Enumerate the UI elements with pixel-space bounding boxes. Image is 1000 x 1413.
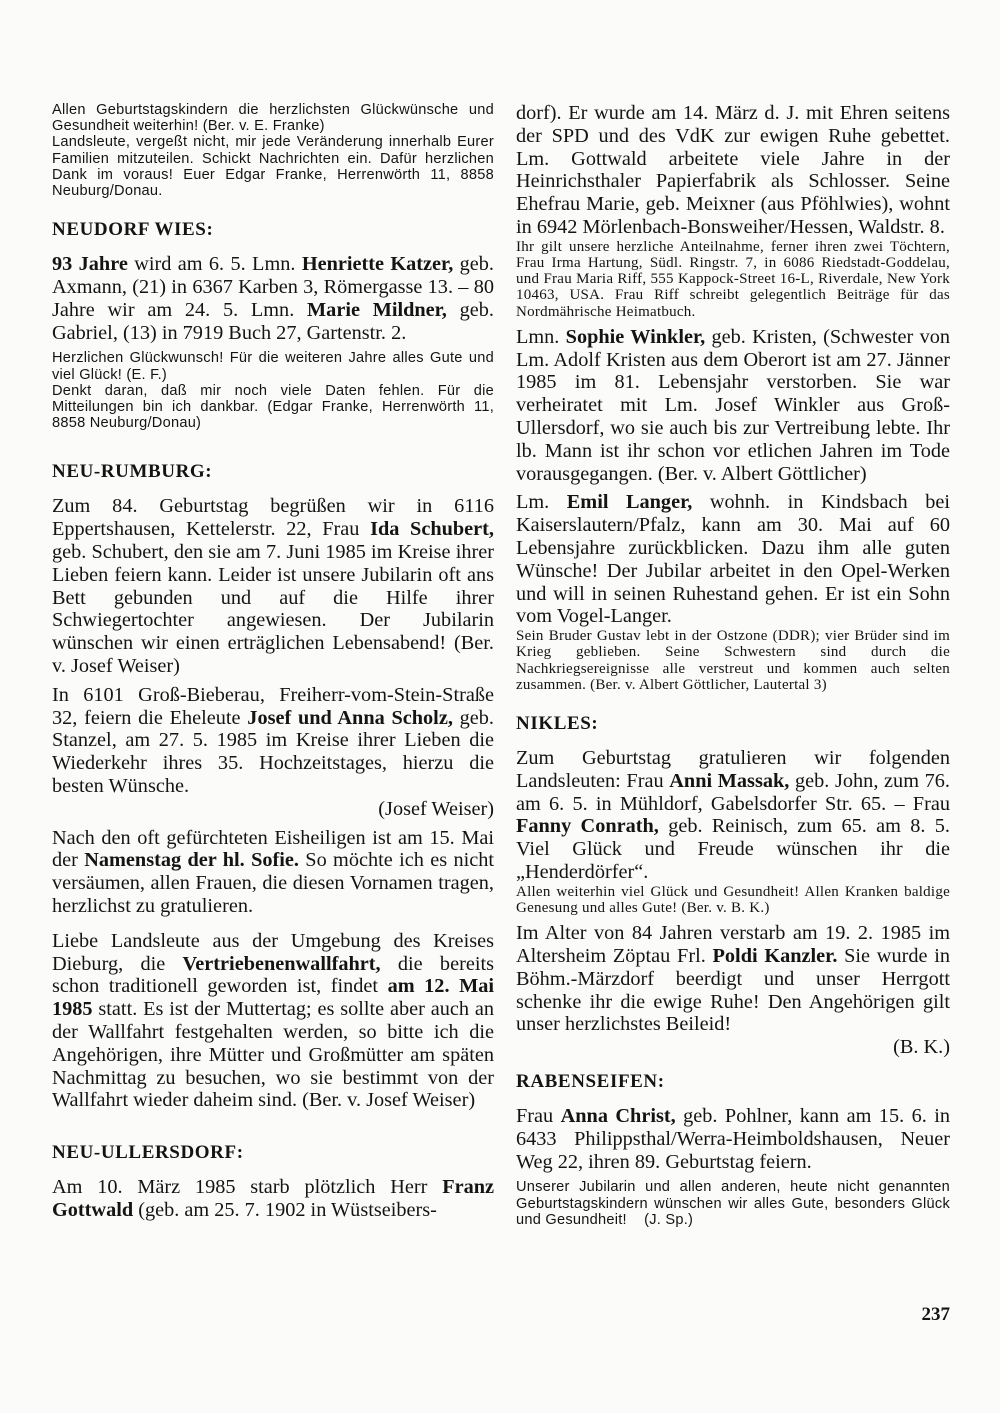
section-heading-nikles: NIKLES:: [516, 712, 599, 734]
neurumburg-scholz: In 6101 Groß-Bieberau, Freiherr-vom-Stein-Straße 32, feiern die Eheleute Josef und Anna Scholz, geb. Stanzel, am 27. 5. 1985 im Kreise ihrer Lieben die Wiederkehr ihres 35. Hochzeitstages, hierzu die besten Wünsche. (Josef Weiser): [52, 683, 494, 820]
right-column: [516, 102, 950, 1228]
langer-birthday: Lm. Emil Langer, wohnh. in Kindsbach bei Kaiserslautern/Pfalz, kann am 30. Mai auf 60 Lebensjahre zurückblicken. Dazu ihm alle guten Wünsche! Der Jubilar arbeitet in den Opel-Werken und will in seinen Ruhestand gehen. Er ist ein Sohn vom Vogel-Langer.: [516, 491, 950, 628]
langer-family-note: Sein Bruder Gustav lebt in der Ostzone (DDR); vier Brüder sind im Krieg geblieben. Seine Schwestern sind durch die Nachkriegsereignisse alle verstreut und kommen auch selten zusammen. (Ber. v. Albert Göttlicher, Lautertal 3): [516, 628, 950, 693]
gottwald-condolence: Ihr gilt unsere herzliche Anteilnahme, ferner ihren zwei Töchtern, Frau Irma Hartung, Südl. Ringstr. 7, in 6086 Riedstadt-Goddelau, und Frau Maria Riff, 555 Kappock-Street 16-L, Riverdale, New York 10463, USA. Frau Riff schreibt gelegentlich Beiträge für das Nordmährische Heimatbuch.: [516, 238, 950, 320]
neurumburg-namenstag: Nach den oft gefürchteten Eisheiligen ist am 15. Mai der Namenstag der hl. Sofie. So möchte ich es nicht versäumen, allen Frauen, die diesen Vornamen tragen, herzlichst zu gratulieren.: [52, 826, 494, 917]
neudorf-data-request: Denkt daran, daß mir noch viele Daten fehlen. Für die Mitteilungen bin ich dankbar. (Edgar Franke, Herrenwörth 11, 8858 Neuburg/Donau): [52, 382, 494, 432]
winkler-obituary: Lmn. Sophie Winkler, geb. Kristen, (Schwester von Lm. Adolf Kristen aus dem Oberort ist am 27. Jänner 1985 im 81. Lebensjahr verstorben. Sie war verheiratet mit Lm. Josef Winkler aus Groß-Ullersdorf, wo sie auch bis zur Vertreibung lebte. Ihr lb. Mann ist ihr schon vor etlichen Jahren im Tode vorausgegangen. (Ber. v. Albert Göttlicher): [516, 325, 950, 485]
nikles-signature: (B. K.): [893, 1036, 950, 1059]
nikles-birthdays: Zum Geburtstag gratulieren wir folgenden Landsleuten: Frau Anni Massak, geb. John, zum 76. am 6. 5. in Mühldorf, Gabelsdorfer Str. 65. – Frau Fanny Conrath, geb. Reinisch, zum 65. am 8. 5. Viel Glück und Freude wünschen ihr die „Henderdörfer“.: [516, 746, 950, 883]
rabenseifen-signature: (J. Sp.): [644, 1211, 694, 1228]
section-heading-neu-ullersdorf: NEU-ULLERSDORF:: [52, 1142, 244, 1164]
rabenseifen-wishes: Unserer Jubilarin und allen anderen, heute nicht genannten Geburtstagskindern wünschen wir alles Gute, besonders Glück und Gesundheit! (J. Sp.): [516, 1179, 950, 1228]
left-column: [52, 102, 494, 1222]
neudorf-birthdays: 93 Jahre wird am 6. 5. Lmn. Henriette Katzer, geb. Axmann, (21) in 6367 Karben 3, Römergasse 13. – 80 Jahre wir am 24. 5. Lmn. Marie Mildner, geb. Gabriel, (13) in 7919 Buch 27, Gartenstr. 2.: [52, 253, 494, 344]
section-heading-neu-rumburg: NEU-RUMBURG:: [52, 461, 213, 483]
neuullersdorf-gottwald: Am 10. März 1985 starb plötzlich Herr Franz Gottwald (geb. am 25. 7. 1902 in Wüstseibers-: [52, 1176, 494, 1221]
intro-greeting: Allen Geburtstagskindern die herzlichsten Glückwünsche und Gesundheit weiterhin! (Ber. v. E. Franke): [52, 102, 494, 135]
nikles-wishes: Allen weiterhin viel Glück und Gesundheit! Allen Kranken baldige Genesung und alles Gute! (Ber. v. B. K.): [516, 883, 950, 916]
section-heading-neudorf-wies: NEUDORF WIES:: [52, 219, 214, 241]
neurumburg-wallfahrt: Liebe Landsleute aus der Umgebung des Kreises Dieburg, die Vertriebenenwallfahrt, die bereits schon traditionell geworden ist, findet am 12. Mai 1985 statt. Es ist der Muttertag; es sollte aber auch an der Wallfahrt festgehalten werden, so bitte ich die Angehörigen, ihre Mütter und Großmütter am späten Nachmittag zu besuchen, wo sie bestimmt von der Wallfahrt wieder daheim sind. (Ber. v. Josef Weiser): [52, 929, 494, 1112]
rabenseifen-christ: Frau Anna Christ, geb. Pohlner, kann am 15. 6. in 6433 Philippsthal/Werra-Heimboldshausen, Neuer Weg 22, ihren 89. Geburtstag feiern.: [516, 1104, 951, 1173]
nikles-kanzler-obituary: Im Alter von 84 Jahren verstarb am 19. 2. 1985 im Altersheim Zöptau Frl. Poldi Kanzler. Sie wurde in Böhm.-Märzdorf beerdigt und unser Herrgott schenke ihr die ewige Ruhe! Den Angehörigen gilt unser herzlichstes Beileid! (B. K.): [516, 922, 951, 1059]
neurumburg-scholz-signature: (Josef Weiser): [378, 797, 494, 820]
neudorf-congratulation: Herzlichen Glückwunsch! Für die weiteren Jahre alles Gute und viel Glück! (E. F.): [52, 350, 494, 383]
intro-notice: Landsleute, vergeßt nicht, mir jede Veränderung innerhalb Eurer Familien mitzuteilen. Schickt Nachrichten ein. Dafür herzlichen Dank im voraus! Euer Edgar Franke, Herrenwörth 11, 8858 Neuburg/Donau.: [52, 134, 494, 200]
section-heading-rabenseifen: RABENSEIFEN:: [516, 1070, 665, 1092]
neurumburg-schubert: Zum 84. Geburtstag begrüßen wir in 6116 Eppertshausen, Kettelerstr. 22, Frau Ida Schubert, geb. Schubert, den sie am 7. Juni 1985 im Kreise ihrer Lieben feiern kann. Leider ist unsere Jubilarin oft ans Bett gebunden und auf die Hilfe ihrer Schwiegertochter angewiesen. Der Jubilarin wünschen wir einen erträglichen Lebensabend! (Ber. v. Josef Weiser): [52, 495, 494, 677]
page-number: 237: [921, 1304, 950, 1325]
gottwald-continuation: dorf). Er wurde am 14. März d. J. mit Ehren seitens der SPD und des VdK zur ewigen Ruhe gebettet. Lm. Gottwald arbeitete viele Jahre in der Heinrichsthaler Papierfabrik als Schlosser. Seine Ehefrau Marie, geb. Meixner (aus Pföhlwies), wohnt in 6942 Mörlenbach-Bonsweiher/Hessen, Waldstr. 8.: [516, 102, 950, 238]
